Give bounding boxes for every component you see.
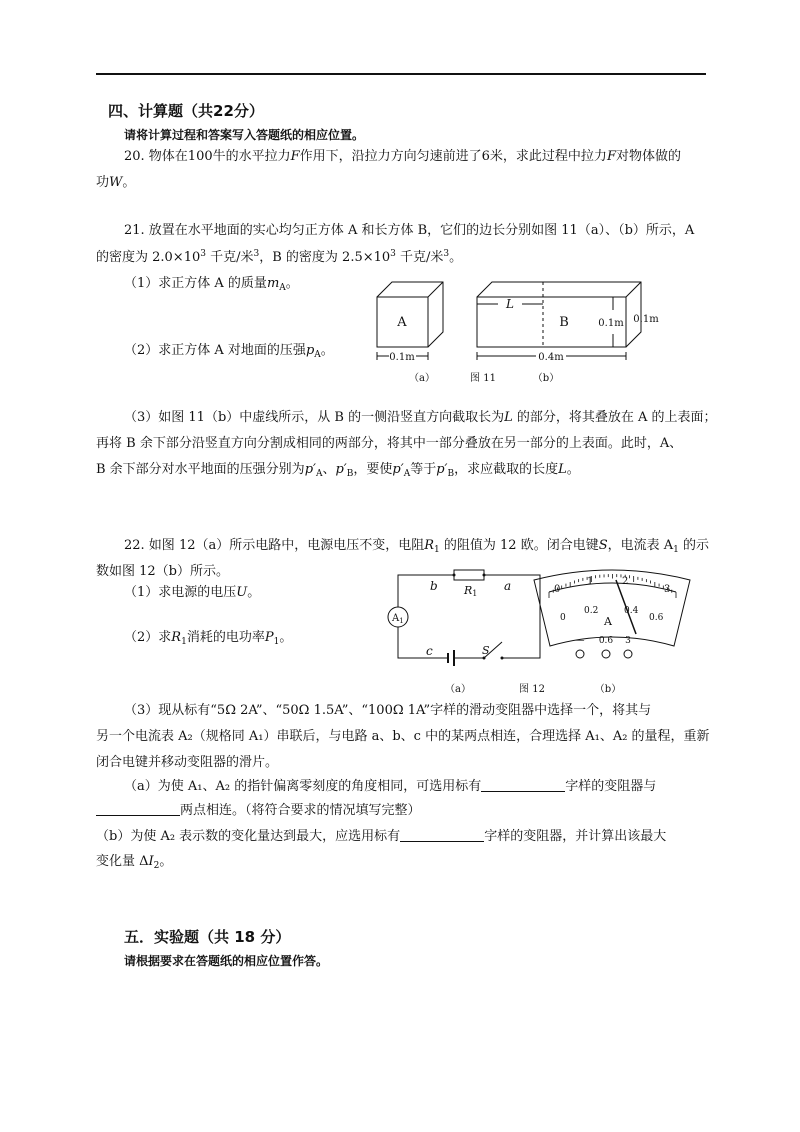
scale-bottom-02: 0.2 (584, 606, 599, 616)
q22-part2: （2）求$R_1$消耗的电功率$P_1$。 (124, 630, 293, 647)
caption-12a: （a） (445, 684, 471, 695)
q21-part3-line2: 再将 B 余下部分沿竖直方向分割成相同的两部分，将其中一部分叠放在另一部分的上表面。此时，A、 (96, 436, 683, 451)
wire-right (484, 575, 540, 658)
q22-part3a-line2: 两点相连。（将符合要求的情况填写完整） (96, 804, 421, 817)
terminal-neg (576, 650, 584, 658)
scale-arc (549, 583, 676, 592)
terminal-06 (602, 650, 610, 658)
scale-bottom-06: 0.6 (649, 613, 664, 623)
scale-top-1: 1 (587, 576, 594, 587)
q20-line1: 20. 物体在100牛的水平拉力F作用下，沿拉力方向匀速前进了6米，求此过程中拉力F对物体做的 (124, 149, 681, 164)
label-point-c: c (426, 644, 433, 658)
q22-line2: 数如图 12（b）所示。 (96, 564, 229, 579)
top-rule (96, 73, 706, 75)
q22-part3b-line2: 变化量 $\Delta I_2$。 (96, 854, 173, 871)
blank-3a-1[interactable] (481, 780, 565, 792)
label-point-a: a (504, 579, 512, 593)
scale-top-3: 3 (664, 584, 671, 595)
q21-part1: （1）求正方体 A 的质量$m_A$。 (124, 276, 299, 293)
dim-b-length: 0.4m (538, 352, 564, 363)
q22-line1: 22. 如图 12（a）所示电路中，电源电压不变，电阻$R_1$ 的阻值为 12 欧。闭合电键S，电流表 $A_1$ 的示 (124, 538, 710, 555)
scale-bottom-04: 0.4 (624, 606, 639, 616)
blank-3b[interactable] (400, 830, 484, 842)
section-4-heading: 四、计算题（共22分） (108, 102, 264, 120)
figure-11 (360, 278, 680, 388)
label-ammeter-a1: $A_1$ (392, 613, 404, 625)
terminal-minus-label: — (575, 636, 585, 646)
meter-unit-a: A (604, 615, 612, 628)
q22-part1: （1）求电源的电压U。 (124, 585, 261, 600)
caption-fig11: 图 11 (470, 373, 496, 384)
scale-top-2: 2 (622, 576, 629, 587)
q21-line1: 21. 放置在水平地面的实心均匀正方体 A 和长方体 B，它们的边长分别如图 11（a）、（b）所示，A (124, 223, 695, 238)
section-5-instruction: 请根据要求在答题纸的相应位置作答。 (124, 954, 329, 968)
dim-b-height: 0.1m (598, 318, 624, 329)
q22-part3a-line1: （a）为使 A₁、A₂ 的指针偏离零刻度的角度相同，可选用标有 字样的变阻器与 (124, 779, 657, 794)
scale-top-0: 0 (554, 584, 561, 595)
q22-part3-line1: （3）现从标有“5Ω 2A”、“50Ω 1.5A”、“100Ω 1A”字样的滑动变阻器中选择一个，将其与 (124, 703, 652, 718)
q21-part3-line3: B 余下部分对水平地面的压强分别为$p'_A$、$p'_B$，要使$p'_A$等于$p'_B$，求应截取的长度L。 (96, 462, 580, 479)
section-4-instruction: 请将计算过程和答案写入答题纸的相应位置。 (124, 128, 365, 142)
wire-top-left (398, 575, 454, 607)
scale-bottom-0: 0 (560, 613, 566, 623)
caption-11a: （a） (409, 373, 435, 384)
q22-part3-line2: 另一个电流表 A₂（规格同 A₁）串联后，与电路 a、b、c 中的某两点相连，合理选择 A₁、A₂ 的量程，重新 (96, 729, 710, 744)
blank-3a-2[interactable] (96, 804, 180, 816)
label-point-b: b (430, 579, 438, 593)
resistor-r1 (454, 570, 484, 580)
caption-fig12: 图 12 (519, 684, 545, 695)
terminal-3-label: 3 (625, 636, 631, 646)
label-a: A (397, 315, 407, 330)
terminal-3 (624, 650, 632, 658)
q20-line2: 功W。 (96, 175, 136, 190)
q21-line2: 的密度为 $2.0\times 10^3$ 千克/米$^3$，B 的密度为 $2.5\times 10^3$ 千克/米$^3$。 (96, 249, 463, 265)
dim-b-depth: 0.1m (633, 314, 659, 325)
meter-face (534, 570, 690, 646)
label-l: L (506, 297, 514, 311)
q22-part3b-line1: （b）为使 A₂ 表示数的变化量达到最大，应选用标有 字样的变阻器，并计算出该最大 (96, 829, 667, 844)
figure-12 (384, 562, 694, 697)
caption-12b: （b） (594, 684, 622, 695)
label-b: B (559, 315, 569, 330)
section-5-heading: 五．实验题（共 18 分） (124, 928, 291, 946)
caption-11b: （b） (532, 373, 560, 384)
q21-part3-line1: （3）如图 11（b）中虚线所示，从 B 的一侧沿竖直方向截取长为L 的部分，将其叠放在 A 的上表面； (124, 410, 717, 425)
label-r1: R1 (464, 584, 478, 598)
q22-part3-line3: 闭合电键并移动变阻器的滑片。 (96, 755, 279, 770)
q21-part2: （2）求正方体 A 对地面的压强$p_A$。 (124, 343, 334, 360)
terminal-06-label: 0.6 (598, 636, 614, 646)
dim-a: 0.1m (389, 352, 415, 363)
label-switch-s: S (482, 644, 490, 657)
